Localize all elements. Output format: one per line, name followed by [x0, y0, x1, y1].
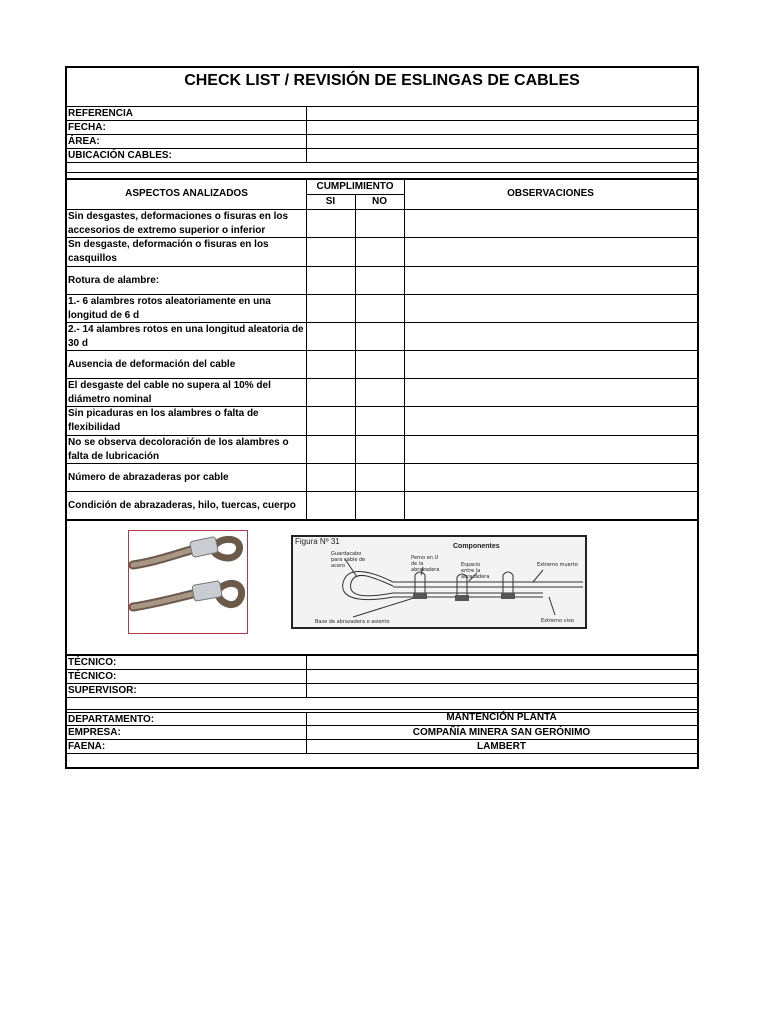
divider — [67, 709, 697, 710]
column-header-no: NO — [372, 196, 387, 207]
divider — [67, 697, 697, 698]
label-base: Base de abrazadera o asiento — [315, 619, 390, 625]
divider — [67, 519, 697, 521]
footer-label-department: DEPARTAMENTO: — [68, 714, 155, 725]
label-espacio: Espacio entre la abrazadera — [461, 562, 490, 580]
checklist-sheet — [65, 66, 699, 769]
checklist-item: 2.- 14 alambres rotos en una longitud aleatoria de 30 d — [68, 323, 304, 349]
divider — [67, 120, 697, 121]
label-perno: Perno en U de la abrazadera — [411, 555, 440, 573]
divider — [67, 162, 697, 163]
divider — [67, 654, 697, 656]
checklist-item: El desgaste del cable no supera al 10% del diámetro nominal — [68, 379, 271, 405]
column-header-aspects: ASPECTOS ANALIZADOS — [125, 188, 248, 199]
footer-value-site: LAMBERT — [477, 741, 526, 752]
checklist-item: Sn desgaste, deformación o fisuras en los casquillos — [68, 239, 269, 264]
figure-caption: Figura Nº 31 — [295, 537, 340, 546]
field-label-location: UBICACIÓN CABLES: — [68, 150, 172, 161]
checklist-item: Condición de abrazaderas, hilo, tuercas, cuerpo — [68, 499, 296, 511]
label-extremo-vivo: Extremo vivo — [541, 618, 574, 624]
page-title: CHECK LIST / REVISIÓN DE ESLINGAS DE CABLES — [184, 72, 580, 89]
column-header-compliance: CUMPLIMIENTO — [316, 181, 394, 192]
checklist-item: Rotura de alambre: — [68, 274, 160, 286]
divider — [306, 656, 307, 697]
signature-label-supervisor: SUPERVISOR: — [68, 685, 137, 696]
checklist-item: No se observa decoloración de los alambres o falta de lubricación — [68, 436, 289, 462]
divider — [67, 753, 697, 754]
footer-label-company: EMPRESA: — [68, 727, 121, 738]
field-label-area: ÁREA: — [68, 136, 100, 147]
checklist-item: 1.- 6 alambres rotos aleatoriamente en una longitud de 6 d — [68, 295, 271, 321]
figure-heading: Componentes — [453, 543, 500, 550]
divider — [67, 172, 697, 173]
checklist-item: Ausencia de deformación del cable — [68, 358, 236, 370]
column-header-si: SI — [325, 196, 336, 207]
label-extremo-muerto: Extremo muerto — [537, 562, 578, 568]
field-label-date: FECHA: — [68, 122, 106, 133]
checklist-item: Sin desgastes, deformaciones o fisuras en los accesorios de extremo superior o inferior — [68, 210, 289, 236]
divider — [67, 134, 697, 135]
divider — [67, 683, 697, 684]
checklist-item: Sin picaduras en los alambres o falta de flexibilidad — [68, 408, 259, 433]
checklist-item: Número de abrazaderas por cable — [68, 471, 229, 483]
cable-eye-photo — [128, 530, 248, 634]
cable-eye-image — [129, 531, 247, 633]
divider — [67, 669, 697, 670]
field-label-reference: REFERENCIA — [68, 108, 134, 119]
signature-label-technician-1: TÉCNICO: — [68, 657, 117, 668]
signature-label-technician-2: TÉCNICO: — [68, 671, 117, 682]
divider — [355, 194, 356, 520]
components-figure — [291, 535, 587, 629]
cable-clip-diagram — [293, 537, 585, 627]
footer-value-department: MANTENCIÓN PLANTA — [446, 712, 557, 723]
column-header-observations: OBSERVACIONES — [507, 188, 594, 199]
label-guardacabo: Guardacabo para cable de acero — [331, 551, 366, 569]
footer-label-site: FAENA: — [68, 741, 106, 752]
footer-value-company: COMPAÑÍA MINERA SAN GERÓNIMO — [412, 727, 591, 738]
divider — [67, 106, 697, 107]
divider — [306, 106, 307, 162]
